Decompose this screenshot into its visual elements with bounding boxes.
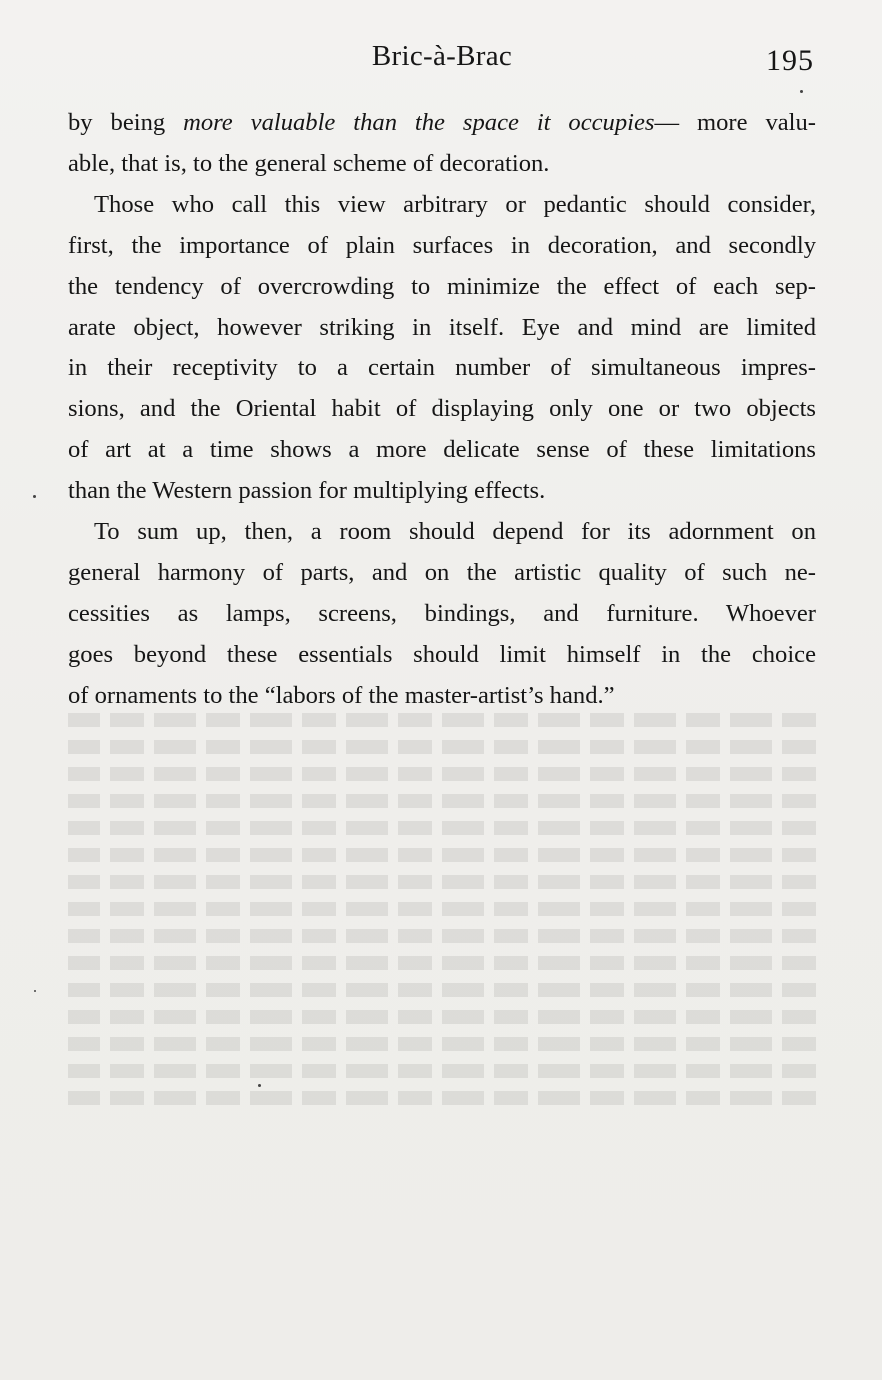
italic-phrase: more valuable than the space it occupies [183,109,655,136]
page-number: 195 [766,44,814,77]
text-line: arate object, however striking in itself. Eye and mind are limited [68,313,816,341]
paper-speck [800,90,803,93]
text-line: first, the importance of plain surfaces in decoration, and secondly [68,231,816,259]
page-header [68,40,816,80]
paragraph-2 [68,185,816,512]
paper-speck [34,990,36,992]
text-line: Those who call this view arbitrary or pedantic should consider, [94,190,816,218]
text-line: cessities as lamps, screens, bindings, and furniture. Whoever [68,599,816,627]
text-line: able, that is, to the general scheme of decoration. [68,149,550,177]
text-line: in their receptivity to a certain number of simultaneous impres- [68,354,816,382]
text-line: of art at a time shows a more delicate sense of these limitations [68,436,816,464]
paper-speck [33,495,36,498]
running-title: Bric-à-Brac [371,40,513,72]
text-line: than the Western passion for multiplying effects. [68,477,546,505]
paragraph-3 [68,512,816,717]
text-line: sions, and the Oriental habit of displaying only one or two objects [68,395,816,423]
text-line: goes beyond these essentials should limit himself in the choice [68,640,816,668]
text-line: the tendency of overcrowding to minimize the effect of each sep- [68,272,816,300]
text-line: of ornaments to the “labors of the master-artist’s hand.” [68,681,615,709]
paper-speck [258,1084,261,1087]
text-line: general harmony of parts, and on the artistic quality of such ne- [68,558,816,586]
body-text [68,103,816,717]
reverse-page-bleed-through [68,700,816,1320]
paragraph-1 [68,103,816,185]
text-line: To sum up, then, a room should depend for its adornment on [94,518,816,546]
text-line: by being more valuable than the space it occupies— more valu- [68,109,816,136]
